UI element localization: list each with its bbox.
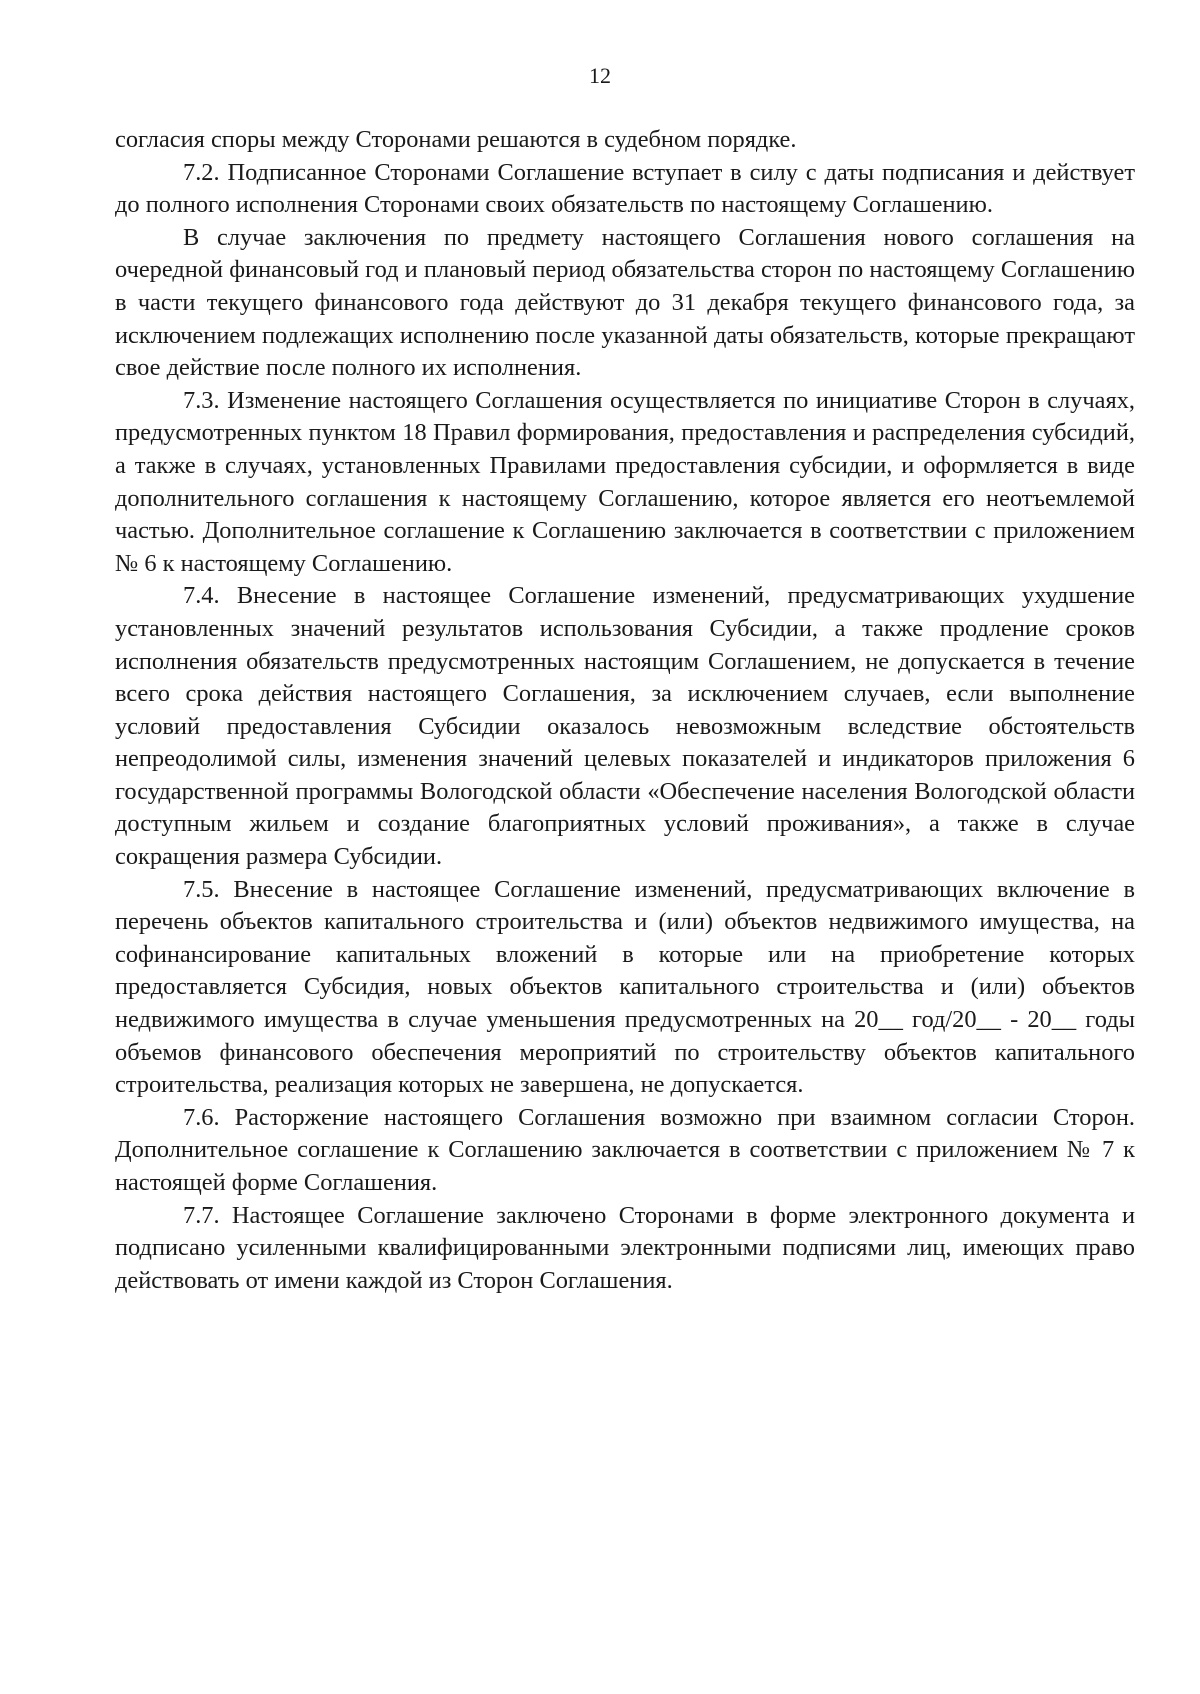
paragraph-continuation: согласия споры между Сторонами решаются в судебном порядке. — [115, 126, 797, 153]
paragraph-7-5: 7.5. Внесение в настоящее Соглашение изменений, предусматривающих включение в перечень объектов капитального строительства и (или) объектов недвижимого имущества, на софинансирование капитальных вложений в которые или на приобретение которых предоставляется Субсидия, новых объектов капитального строительства и (или) объектов недвижимого имущества в случае уменьшения предусмотренных на 20__ год/20__ - 20__ годы объемов финансового обеспечения мероприятий по строительству объектов капитального строительства, реализация которых не завершена, не допускается. — [115, 875, 1135, 1099]
paragraph-7-4: 7.4. Внесение в настоящее Соглашение изменений, предусматривающих ухудшение установленных значений результатов использования Субсидии, а также продление сроков исполнения обязательств предусмотренных настоящим Соглашением, не допускается в течение всего срока действия настоящего Соглашения, за исключением случаев, если выполнение условий предоставления Субсидии оказалось невозможным вследствие обстоятельств непреодолимой силы, изменения значений целевых показателей и индикаторов приложения 6 государственной программы Вологодской области «Обеспечение населения Вологодской области доступным жильем и создание благоприятных условий проживания», а также в случае сокращения размера Субсидии. — [115, 582, 1135, 871]
paragraph-7-6: 7.6. Расторжение настоящего Соглашения возможно при взаимном согласии Сторон. Дополнительное соглашение к Соглашению заключается в соответствии с приложением № 7 к настоящей форме Соглашения. — [115, 1103, 1135, 1196]
paragraph-7-2: 7.2. Подписанное Сторонами Соглашение вступает в силу с даты подписания и действует до полного исполнения Сторонами своих обязательств по настоящему Соглашению. — [115, 158, 1135, 219]
paragraph-7-3: 7.3. Изменение настоящего Соглашения осуществляется по инициативе Сторон в случаях, предусмотренных пунктом 18 Правил формирования, предоставления и распределения субсидий, а также в случаях, установленных Правилами предоставления субсидии, и оформляется в виде дополнительного соглашения к настоящему Соглашению, которое является его неотъемлемой частью. Дополнительное соглашение к Соглашению заключается в соответствии с приложением № 6 к настоящему Соглашению. — [115, 386, 1135, 577]
page-number: 12 — [589, 63, 611, 88]
paragraph-7-7: 7.7. Настоящее Соглашение заключено Сторонами в форме электронного документа и подписано усиленными квалифицированными электронными подписями лиц, имеющих право действовать от имени каждой из Сторон Соглашения. — [115, 1201, 1135, 1294]
document-body — [115, 124, 1135, 1297]
paragraph-7-2-new-agreement: В случае заключения по предмету настоящего Соглашения нового соглашения на очередной финансовый год и плановый период обязательства сторон по настоящему Соглашению в части текущего финансового года действуют до 31 декабря текущего финансового года, за исключением подлежащих исполнению после указанной даты обязательств, которые прекращают свое действие после полного их исполнения. — [115, 223, 1135, 382]
